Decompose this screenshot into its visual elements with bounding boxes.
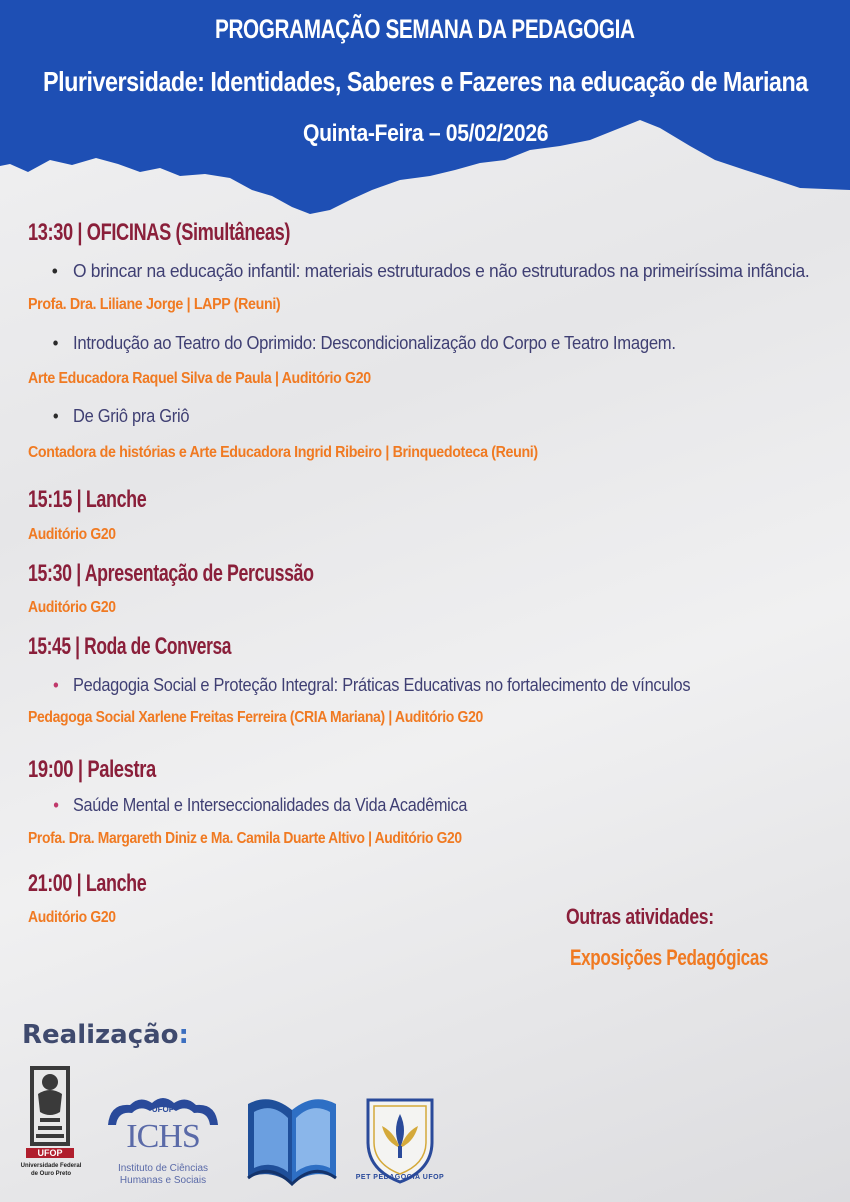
roda-place: Pedagoga Social Xarlene Freitas Ferreira (CRIA Mariana) | Auditório G20 bbox=[28, 709, 483, 726]
lanche2-time: 21:00 | Lanche bbox=[28, 870, 147, 897]
percussao-time: 15:30 | Apresentação de Percussão bbox=[28, 560, 314, 587]
oficina-item-1: • O brincar na educação infantil: materiais estruturados e não estruturados na primeiríssima infância. bbox=[73, 261, 809, 282]
ufop-seal-icon bbox=[20, 1066, 92, 1192]
ichs-big: ICHS bbox=[126, 1118, 200, 1155]
percussao-place: Auditório G20 bbox=[28, 599, 116, 616]
ichs-logo-icon bbox=[100, 1095, 226, 1190]
palestra-item: • Saúde Mental e Interseccionalidades da Vida Acadêmica bbox=[73, 795, 467, 816]
lanche1-time: 15:15 | Lanche bbox=[28, 486, 147, 513]
oficina-item-3: • De Griô pra Griô bbox=[73, 406, 189, 427]
outras-atividades-item: Exposições Pedagógicas bbox=[570, 945, 769, 970]
pet-pedagogia-shield-icon bbox=[355, 1090, 445, 1186]
event-date: Quinta-Feira – 05/02/2026 bbox=[302, 120, 548, 147]
page-title: PROGRAMAÇÃO SEMANA DA PEDAGOGIA bbox=[215, 14, 635, 44]
outras-atividades-title: Outras atividades: bbox=[566, 904, 714, 929]
roda-item: • Pedagogia Social e Proteção Integral: Práticas Educativas no fortalecimento de vínculos bbox=[73, 675, 690, 696]
realizacao-label: Realização bbox=[22, 1020, 179, 1050]
pet-caption: PET PEDAGOGIA UFOP bbox=[355, 1174, 445, 1181]
pedagogy-book-icon bbox=[240, 1092, 344, 1190]
ufop-caption-1: Universidade Federal bbox=[20, 1163, 82, 1169]
ufop-badge: UFOP bbox=[37, 1148, 63, 1158]
lanche1-place: Auditório G20 bbox=[28, 526, 116, 543]
oficina-item-2: • Introdução ao Teatro do Oprimido: Descondicionalização do Corpo e Teatro Imagem. bbox=[73, 333, 676, 354]
realizacao-heading bbox=[22, 1020, 189, 1050]
oficina-place-1: Profa. Dra. Liliane Jorge | LAPP (Reuni) bbox=[28, 296, 281, 313]
ichs-caption-2: Humanas e Sociais bbox=[119, 1175, 207, 1186]
oficina-place-2: Arte Educadora Raquel Silva de Paula | Auditório G20 bbox=[28, 370, 371, 387]
page-subtitle: Pluriversidade: Identidades, Saberes e Fazeres na educação de Mariana bbox=[42, 66, 808, 97]
oficina-place-3: Contadora de histórias e Arte Educadora Ingrid Ribeiro | Brinquedoteca (Reuni) bbox=[28, 444, 538, 461]
roda-time: 15:45 | Roda de Conversa bbox=[28, 633, 232, 660]
oficinas-time: 13:30 | OFICINAS (Simultâneas) bbox=[28, 219, 291, 246]
palestra-place: Profa. Dra. Margareth Diniz e Ma. Camila Duarte Altivo | Auditório G20 bbox=[28, 830, 462, 847]
ufop-caption-2: de Ouro Preto bbox=[30, 1171, 71, 1177]
ichs-small: UFOP bbox=[151, 1105, 175, 1114]
realizacao-colon: : bbox=[178, 1020, 189, 1050]
ichs-caption-1: Instituto de Ciências bbox=[117, 1163, 209, 1174]
palestra-time: 19:00 | Palestra bbox=[28, 756, 156, 783]
lanche2-place: Auditório G20 bbox=[28, 909, 116, 926]
